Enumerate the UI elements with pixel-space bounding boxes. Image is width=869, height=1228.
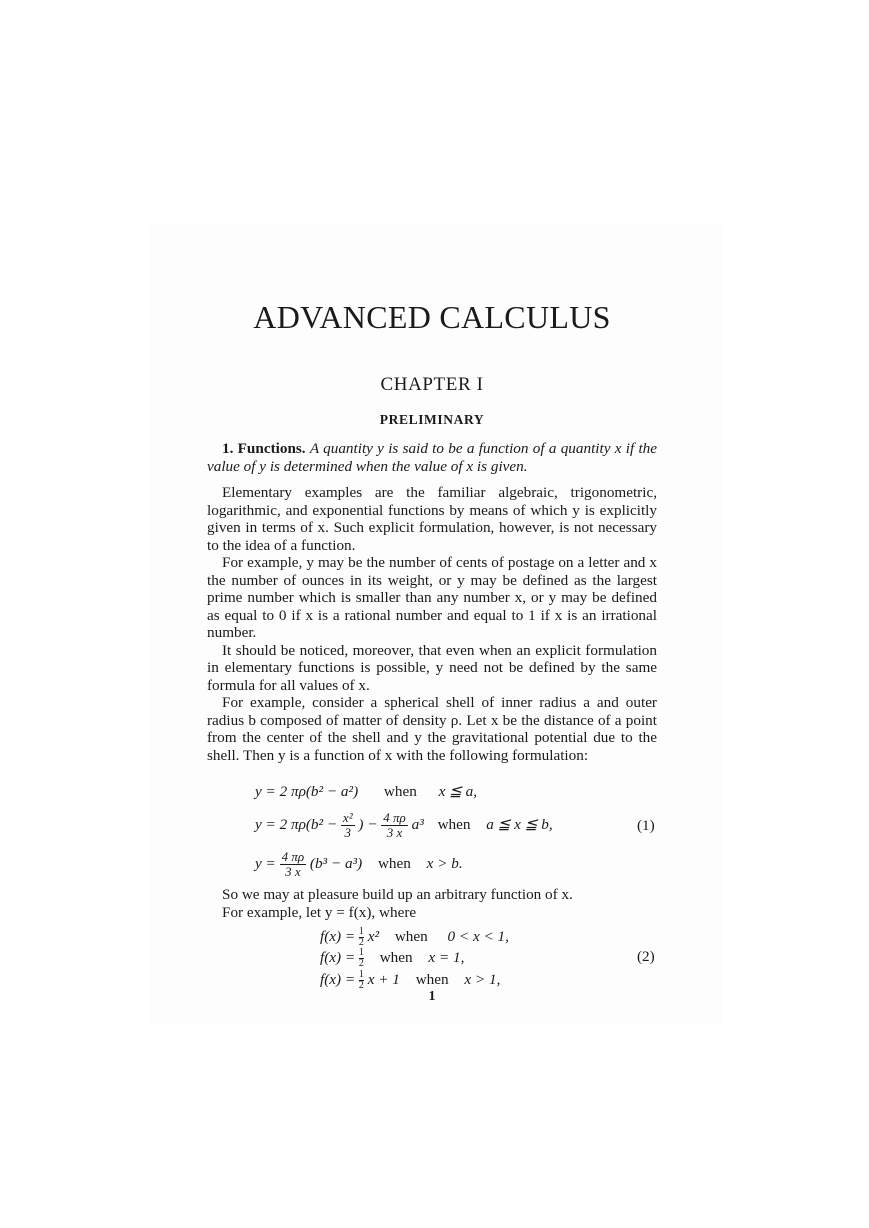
after-equation-1-line-1: So we may at pleasure build up an arbitrary function of x. bbox=[222, 886, 573, 903]
eq2-line3-condition: x > 1, bbox=[464, 970, 501, 988]
page-number: 1 bbox=[428, 989, 436, 1004]
eq1-line3-part-a: y = bbox=[255, 854, 276, 872]
eq2-line1-condition: 0 < x < 1, bbox=[447, 927, 509, 945]
eq1-line3-condition: x > b. bbox=[426, 854, 463, 872]
equation-2-tag: (2) bbox=[637, 948, 655, 965]
eq2-line1-when: when bbox=[394, 927, 428, 945]
chapter-heading: CHAPTER I bbox=[380, 374, 484, 395]
eq1-line2-part-a: y = 2 πρ(b² − bbox=[255, 815, 338, 833]
eq1-line1-when: when bbox=[383, 783, 417, 800]
paragraph-2: For example, y may be the number of cents of postage on a letter and x the number of ounces in its weight, or y may be defined as the largest prime number which is smaller than any number x, or y may be defined as equal to 0 if x is a rational number and equal to 1 if x is an irrational number. bbox=[207, 554, 657, 641]
equation-2-line-1 bbox=[320, 927, 509, 948]
eq1-frac1-numerator: x² bbox=[342, 810, 353, 825]
eq2-line1-fraction bbox=[359, 927, 364, 948]
eq1-line2-condition: a ≦ x ≦ b, bbox=[486, 815, 553, 833]
eq2-line1-numerator: 1 bbox=[358, 926, 364, 937]
eq2-line1-part-b: x² bbox=[367, 927, 380, 945]
equation-1-line-3 bbox=[255, 850, 463, 879]
eq1-frac1-denominator: 3 bbox=[344, 825, 351, 840]
eq1-line2-fraction-2 bbox=[381, 811, 408, 840]
paragraph-1: Elementary examples are the familiar algebraic, trigonometric, logarithmic, and exponential functions by means of which y is explicitly given in terms of x. Such explicit formulation, however, is not necessary to the idea of a function. bbox=[207, 484, 657, 554]
eq1-frac2-denominator: 3 x bbox=[386, 825, 403, 840]
eq1-line3-part-b: (b³ − a³) bbox=[309, 854, 363, 872]
eq1-line2-fraction-1 bbox=[341, 811, 355, 840]
eq2-line2-numerator: 1 bbox=[358, 947, 364, 958]
paragraph-4: For example, consider a spherical shell of inner radius a and outer radius b composed of matter of density ρ. Let x be the distance of a point from the center of the shell and y the gravitational potential due to the shell. Then y is a function of x with the following formulation: bbox=[207, 694, 657, 764]
equation-2-line-2 bbox=[320, 948, 464, 969]
body-text bbox=[207, 440, 657, 764]
eq2-line3-part-b: x + 1 bbox=[367, 970, 400, 988]
equation-1-line-1 bbox=[255, 783, 477, 801]
definition-paragraph bbox=[207, 440, 657, 475]
eq1-line1-condition: x ≦ a, bbox=[438, 783, 478, 800]
eq2-line3-part-a: f(x) = bbox=[320, 970, 356, 988]
eq2-line2-denominator: 2 bbox=[358, 958, 364, 969]
equation-1-tag: (1) bbox=[637, 817, 655, 834]
eq2-line2-fraction bbox=[359, 948, 364, 969]
eq1-line3-fraction bbox=[280, 850, 307, 879]
eq1-line3-denominator: 3 x bbox=[285, 864, 301, 879]
eq2-line2-condition: x = 1, bbox=[428, 948, 465, 966]
eq1-frac2-numerator: 4 πρ bbox=[383, 810, 406, 825]
eq1-line2-when: when bbox=[437, 815, 471, 833]
definition-text: A quantity y is said to be a function of a quantity x if the value of y is determined when the value of x is given. bbox=[207, 440, 658, 475]
eq2-line3-denominator: 2 bbox=[358, 980, 364, 991]
eq1-line2-part-c: a³ bbox=[411, 815, 424, 833]
eq1-line3-when: when bbox=[377, 854, 411, 872]
equation-1-line-2 bbox=[255, 811, 553, 840]
eq2-line2-part-a: f(x) = bbox=[320, 948, 356, 966]
eq1-line1-formula: y = 2 πρ(b² − a²) bbox=[255, 783, 359, 800]
paragraph-3: It should be noticed, moreover, that even when an explicit formulation in elementary functions is possible, y need not be defined by the same formula for all values of x. bbox=[207, 641, 657, 694]
eq1-line3-numerator: 4 πρ bbox=[281, 849, 305, 864]
eq2-line1-denominator: 2 bbox=[358, 937, 364, 948]
eq1-line2-part-b: ) − bbox=[358, 815, 378, 833]
eq2-line3-numerator: 1 bbox=[358, 969, 364, 980]
section-heading: PRELIMINARY bbox=[379, 412, 485, 427]
after-equation-1-line-2: For example, let y = f(x), where bbox=[222, 904, 417, 921]
section-number: 1. Functions. bbox=[222, 440, 306, 457]
book-title: ADVANCED CALCULUS bbox=[253, 299, 611, 335]
eq2-line1-part-a: f(x) = bbox=[320, 927, 356, 945]
eq2-line3-when: when bbox=[415, 970, 449, 988]
eq2-line2-when: when bbox=[379, 948, 413, 966]
